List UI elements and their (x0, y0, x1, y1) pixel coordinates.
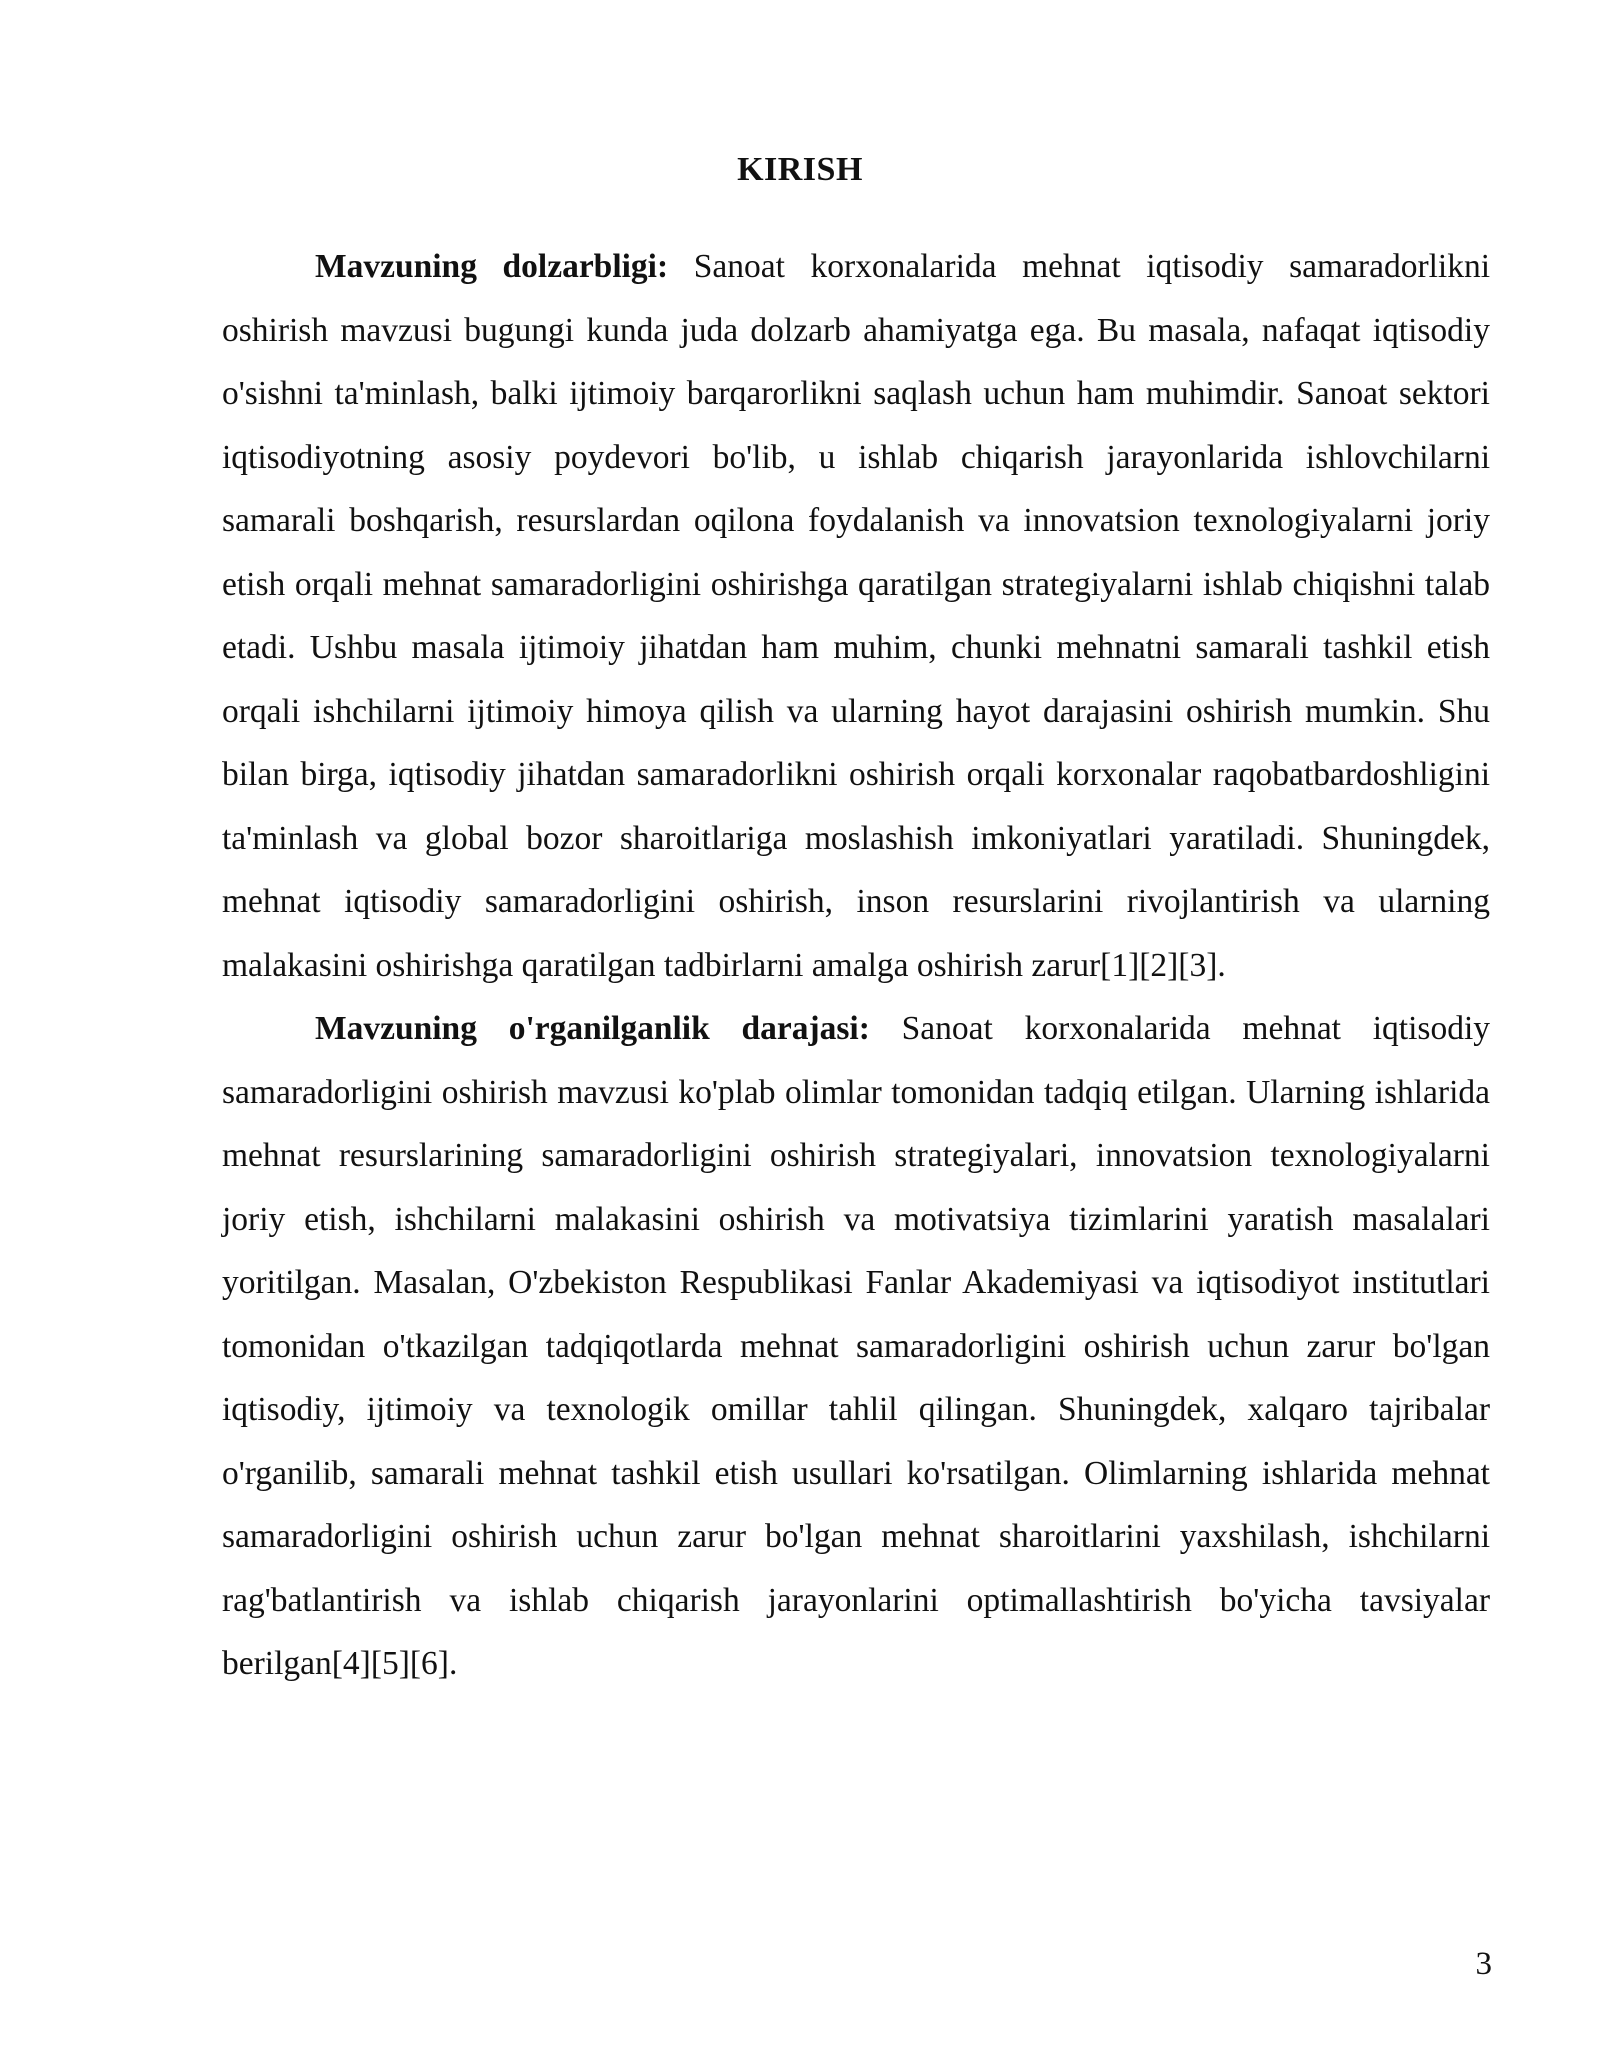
paragraph-relevance (222, 235, 1490, 997)
paragraph-lead-study-level: Mavzuning o'rganilganlik darajasi: (315, 1010, 870, 1047)
body-text (222, 235, 1490, 1696)
paragraph-text-relevance: Sanoat korxonalarida mehnat iqtisodiy samaradorlikni oshirish mavzusi bugungi kunda juda dolzarb ahamiyatga ega. Bu masala, nafaqat iqtisodiy o'sishni ta'minlash, balki ijtimoiy barqarorlikni saqlash uchun ham muhimdir. Sanoat sektori iqtisodiyotning asosiy poydevori bo'lib, u ishlab chiqarish jarayonlarida ishlovchilarni samarali boshqarish, resurslardan oqilona foydalanish va innovatsion texnologiyalarni joriy etish orqali mehnat samaradorligini oshirishga qaratilgan strategiyalarni ishlab chiqishni talab etadi. Ushbu masala ijtimoiy jihatdan ham muhim, chunki mehnatni samarali tashkil etish orqali ishchilarni ijtimoiy himoya qilish va ularning hayot darajasini oshirish mumkin. Shu bilan birga, iqtisodiy jihatdan samaradorlikni oshirish orqali korxonalar raqobatbardoshligini ta'minlash va global bozor sharoitlariga moslashish imkoniyatlari yaratiladi. Shuningdek, mehnat iqtisodiy samaradorligini oshirish, inson resurslarini rivojlantirish va ularning malakasini oshirishga qaratilgan tadbirlarni amalga oshirish zarur[1][2][3]. (222, 248, 1491, 984)
page-title: KIRISH (737, 151, 863, 188)
paragraph-text-study-level: Sanoat korxonalarida mehnat iqtisodiy samaradorligini oshirish mavzusi ko'plab olimlar tomonidan tadqiq etilgan. Ularning ishlarida mehnat resurslarining samaradorligini oshirish strategiyalari, innovatsion texnologiyalarni joriy etish, ishchilarni malakasini oshirish va motivatsiya tizimlarini yaratish masalalari yoritilgan. Masalan, O'zbekiston Respublikasi Fanlar Akademiyasi va iqtisodiyot institutlari tomonidan o'tkazilgan tadqiqotlarda mehnat samaradorligini oshirish uchun zarur bo'lgan iqtisodiy, ijtimoiy va texnologik omillar tahlil qilingan. Shuningdek, xalqaro tajribalar o'rganilib, samarali mehnat tashkil etish usullari ko'rsatilgan. Olimlarning ishlarida mehnat samaradorligini oshirish uchun zarur bo'lgan mehnat sharoitlarini yaxshilash, ishchilarni rag'batlantirish va ishlab chiqarish jarayonlarini optimallashtirish bo'yicha tavsiyalar berilgan[4][5][6]. (222, 1010, 1491, 1682)
page-number: 3 (1475, 1946, 1492, 1982)
paragraph-lead-relevance: Mavzuning dolzarbligi: (315, 248, 669, 285)
paragraph-study-level (222, 997, 1490, 1696)
